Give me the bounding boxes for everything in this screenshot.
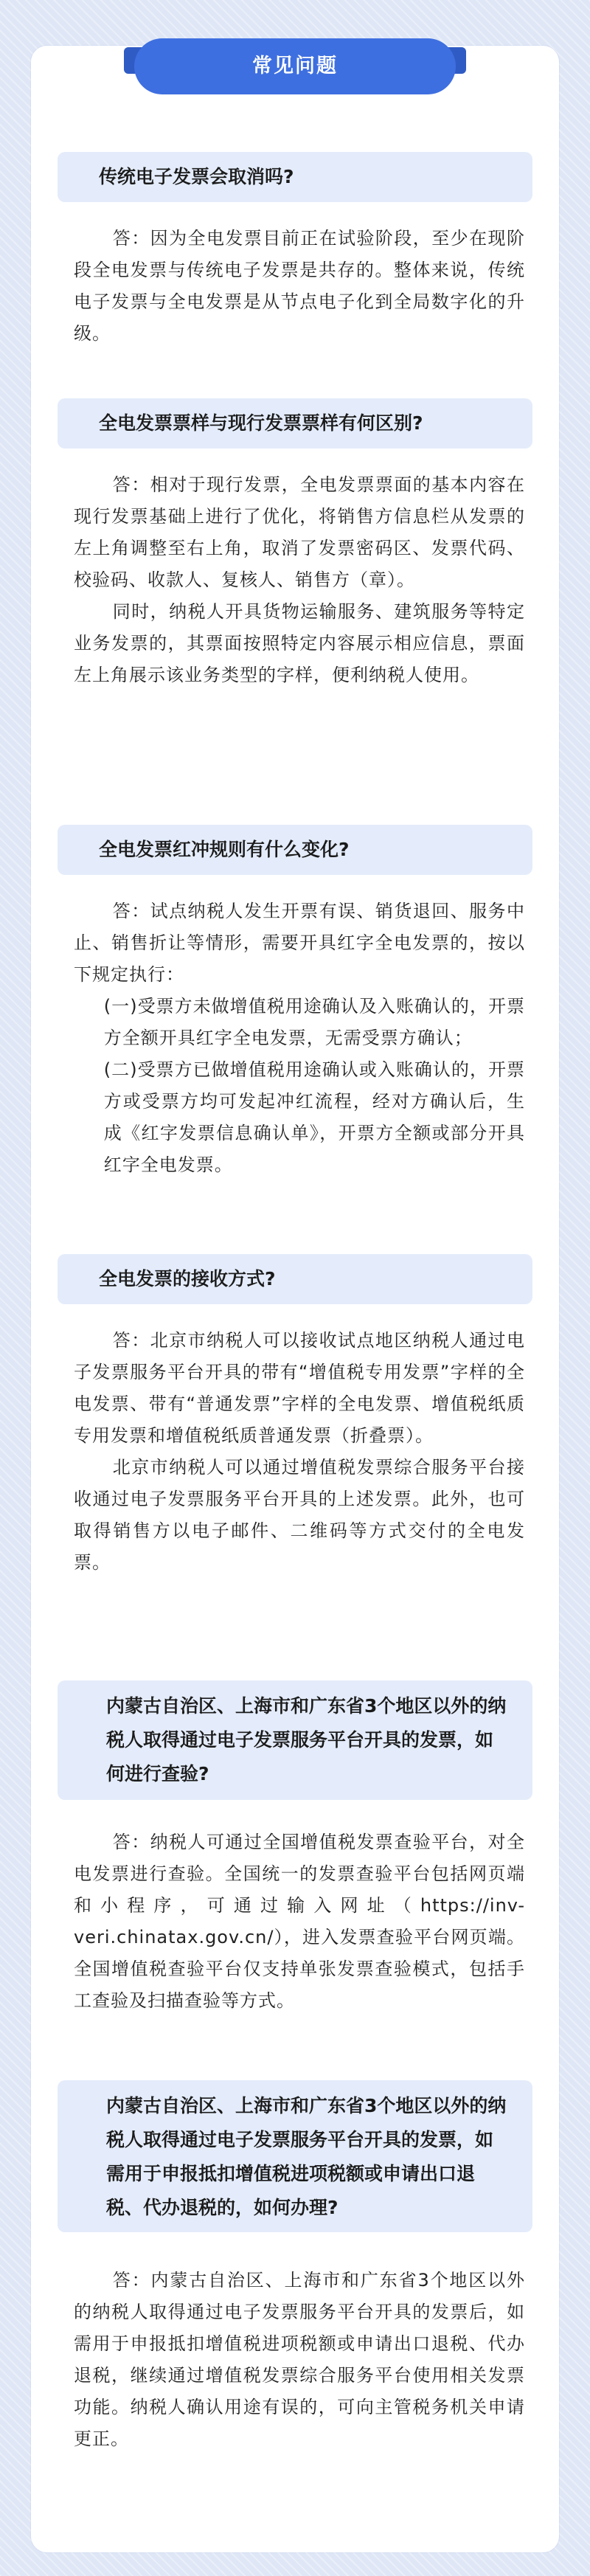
answer-block xyxy=(74,469,525,691)
question-text: 内蒙古自治区、上海市和广东省3个地区以外的纳税人取得通过电子发票服务平台开具的发票，如何进行查验? xyxy=(106,1695,507,1784)
answer-paragraph: 答：内蒙古自治区、上海市和广东省3个地区以外的纳税人取得通过电子发票服务平台开具的发票后，如需用于申报抵扣增值税进项税额或申请出口退税、代办退税，继续通过增值税发票综合服务平台使用相关发票功能。纳税人确认用途有误的，可向主管税务机关申请更正。 xyxy=(74,2270,525,2449)
answer-paragraph: 答：因为全电发票目前正在试验阶段，至少在现阶段全电发票与传统电子发票是共存的。整体来说，传统电子发票与全电发票是从节点电子化到全局数字化的升级。 xyxy=(74,228,525,344)
question-text: 内蒙古自治区、上海市和广东省3个地区以外的纳税人取得通过电子发票服务平台开具的发票，如需用于申报抵扣增值税进项税额或申请出口退税、代办退税的，如何办理? xyxy=(106,2095,507,2218)
question-box[interactable] xyxy=(58,2080,532,2232)
question-box[interactable] xyxy=(58,152,532,202)
answer-paragraph: (二)受票方已做增值税用途确认或入账确认的，开票方或受票方均可发起冲红流程，经对方确认后，生成《红字发票信息确认单》，开票方全额或部分开具红字全电发票。 xyxy=(103,1059,525,1175)
answer-paragraph: 答：相对于现行发票，全电发票票面的基本内容在现行发票基础上进行了优化，将销售方信息栏从发票的左上角调整至右上角，取消了发票密码区、发票代码、校验码、收款人、复核人、销售方（章）。 xyxy=(74,474,525,590)
answer-block xyxy=(74,1827,525,2017)
answer-paragraph: (一)受票方未做增值税用途确认及入账确认的，开票方全额开具红字全电发票，无需受票方确认； xyxy=(103,996,525,1048)
answer-paragraph: 答：纳税人可通过全国增值税发票查验平台，对全电发票进行查验。全国统一的发票查验平台包括网页端和小程序，可通过输入网址（https://inv-veri.chinatax.gov.cn/），进入发票查验平台网页端。全国增值税查验平台仅支持单张发票查验模式，包括手工查验及扫描查验等方式。 xyxy=(74,1832,525,2011)
question-text: 全电发票票样与现行发票票样有何区别? xyxy=(99,412,423,434)
answer-paragraph: 北京市纳税人可以通过增值税发票综合服务平台接收通过电子发票服务平台开具的上述发票。此外，也可取得销售方以电子邮件、二维码等方式交付的全电发票。 xyxy=(74,1457,525,1573)
question-text: 全电发票的接收方式? xyxy=(99,1268,276,1289)
answer-paragraph: 同时，纳税人开具货物运输服务、建筑服务等特定业务发票的，其票面按照特定内容展示相应信息，票面左上角展示该业务类型的字样，便利纳税人使用。 xyxy=(74,601,525,685)
question-box[interactable] xyxy=(58,398,532,449)
question-box[interactable] xyxy=(58,1680,532,1800)
answer-block xyxy=(74,896,525,1181)
answer-paragraph: 答：试点纳税人发生开票有误、销货退回、服务中止、销售折让等情形，需要开具红字全电发票的，按以下规定执行： xyxy=(74,901,525,985)
answer-block xyxy=(74,223,525,350)
answer-paragraph: 答：北京市纳税人可以接收试点地区纳税人通过电子发票服务平台开具的带有“增值税专用发票”字样的全电发票、带有“普通发票”字样的全电发票、增值税纸质专用发票和增值税纸质普通发票（折叠票）。 xyxy=(74,1330,525,1446)
question-box[interactable] xyxy=(58,825,532,875)
page-title: 常见问题 xyxy=(252,55,338,77)
header-tab xyxy=(134,38,456,94)
question-text: 传统电子发票会取消吗? xyxy=(99,166,294,187)
question-text: 全电发票红冲规则有什么变化? xyxy=(99,839,350,860)
question-box[interactable] xyxy=(58,1254,532,1304)
answer-block xyxy=(74,1325,525,1579)
answer-block xyxy=(74,2265,525,2455)
